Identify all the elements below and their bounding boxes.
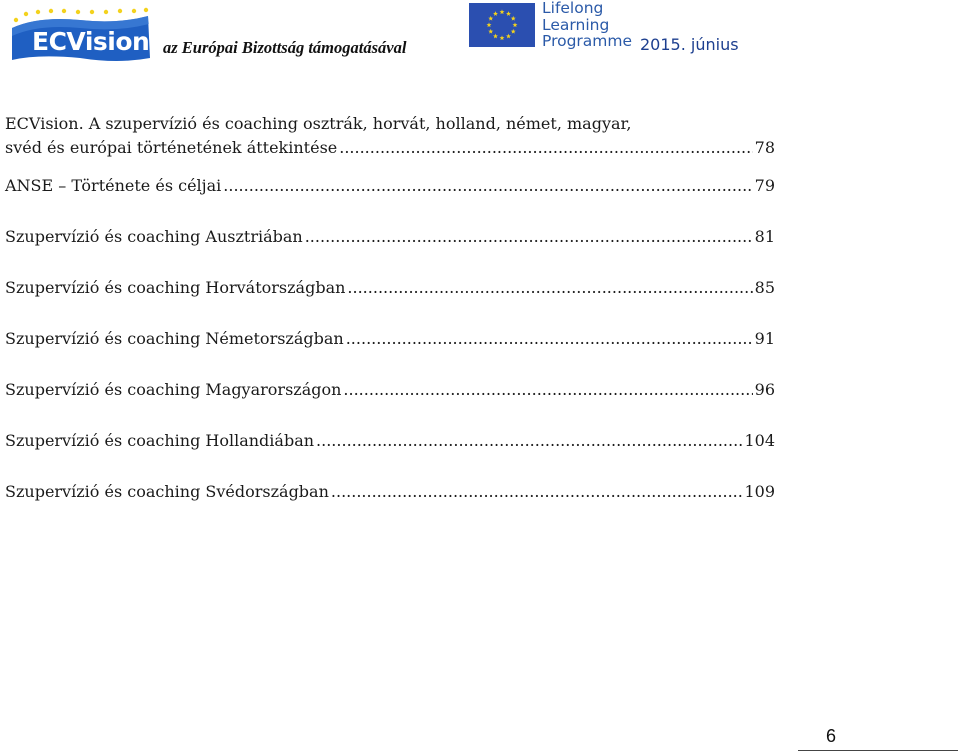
toc-entry-page: 96 (754, 380, 775, 399)
ecvision-logo-text: ECVision (32, 27, 150, 56)
toc-entry-page: 78 (754, 138, 775, 157)
toc-entry-title: Szupervízió és coaching Magyarországon (5, 380, 342, 399)
toc-leader-dots (339, 136, 752, 160)
document-date: 2015. június (640, 35, 739, 54)
toc-entry (5, 480, 775, 504)
support-statement: az Európai Bizottság támogatásával (163, 38, 407, 57)
toc-entry-page: 79 (754, 176, 775, 195)
toc-leader-dots (347, 276, 752, 300)
toc-entry (5, 429, 775, 453)
toc-entry-title: Szupervízió és coaching Németországban (5, 329, 344, 348)
page-header (0, 0, 959, 70)
page-number: 6 (826, 726, 837, 746)
toc-entry-page: 81 (754, 227, 775, 246)
toc-entry-title: ANSE – Története és céljai (5, 176, 222, 195)
toc-entry (5, 327, 775, 351)
toc-entry (5, 112, 775, 160)
toc-leader-dots (331, 480, 743, 504)
llp-line: Lifelong (542, 0, 604, 17)
llp-line: Programme (542, 32, 633, 50)
toc-entry-title: Szupervízió és coaching Hollandiában (5, 431, 315, 450)
toc-entry-title: svéd és európai történetének áttekintése (5, 138, 338, 157)
toc-leader-dots (316, 429, 742, 453)
toc-entry-title: Szupervízió és coaching Svédországban (5, 482, 329, 501)
toc-entry-page: 91 (754, 329, 775, 348)
toc-entry (5, 378, 775, 402)
lifelong-learning-programme-logo (542, 0, 632, 50)
toc-entry (5, 276, 775, 300)
toc-leader-dots (346, 327, 753, 351)
toc-entry (5, 225, 775, 249)
toc-entry-title: ECVision. A szupervízió és coaching osztrák, horvát, holland, német, magyar, (5, 114, 632, 133)
llp-line: Learning (542, 15, 610, 34)
toc-entry-page: 85 (754, 278, 775, 297)
toc-entry-title: Szupervízió és coaching Ausztriában (5, 227, 303, 246)
toc-entry-page: 104 (744, 431, 775, 450)
toc-entry (5, 174, 775, 198)
toc-leader-dots (223, 174, 752, 198)
toc-leader-dots (343, 378, 752, 402)
table-of-contents (5, 112, 775, 504)
footer-rule (798, 750, 958, 751)
toc-leader-dots (305, 225, 753, 249)
eu-flag-icon (469, 3, 535, 47)
toc-entry-title: Szupervízió és coaching Horvátországban (5, 278, 346, 297)
toc-entry-page: 109 (744, 482, 775, 501)
